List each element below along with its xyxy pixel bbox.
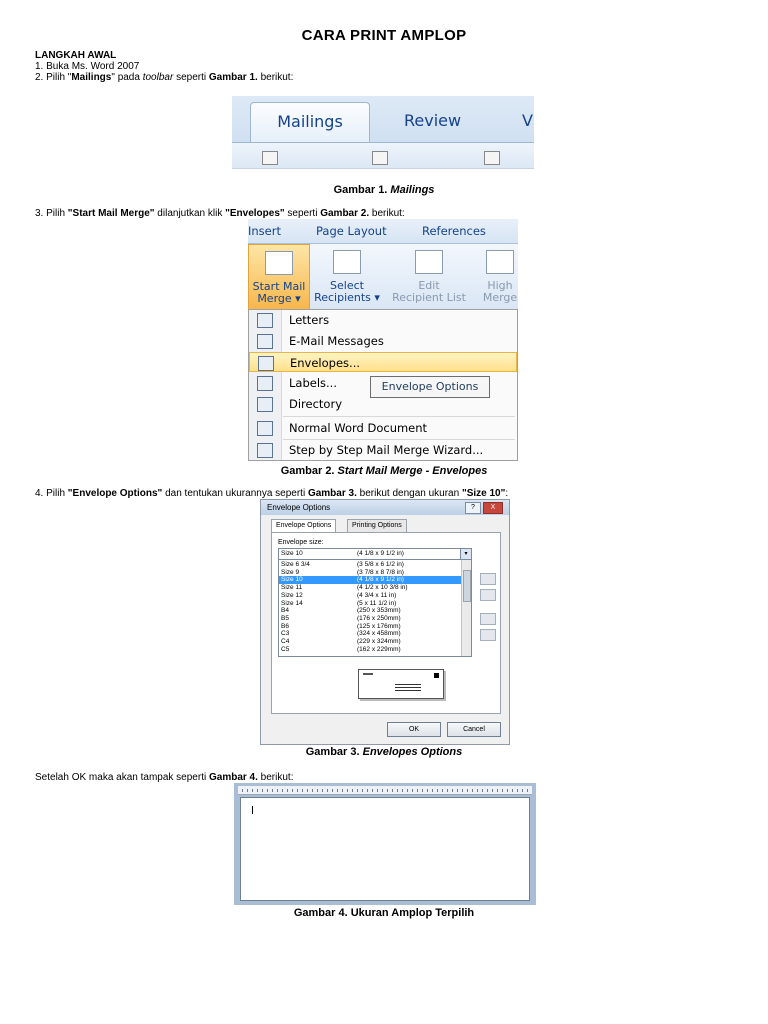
chevron-down-icon[interactable]: ▾ <box>460 549 471 559</box>
menu-item-normal-word-document[interactable]: Normal Word Document <box>249 418 517 438</box>
ribbon-tabs <box>248 219 518 243</box>
menu-item-labels[interactable]: Labels... <box>249 373 517 393</box>
references-tab[interactable]: References <box>422 224 486 238</box>
envelope-size-option[interactable]: Size 6 3/4 (3 5/8 x 6 1/2 in) <box>281 561 404 568</box>
menu-item-letters[interactable]: Letters <box>249 310 517 330</box>
dialog-titlebar <box>261 500 509 515</box>
envelope-options-panel <box>271 532 501 714</box>
envelope-size-option[interactable]: Size 9 (3 7/8 x 8 7/8 in) <box>281 568 404 576</box>
menu-item-directory[interactable]: Directory <box>249 394 517 414</box>
list-scrollbar[interactable] <box>461 560 471 656</box>
figure-2-start-mail-merge-screenshot <box>248 219 518 461</box>
envelope-page[interactable] <box>240 797 530 901</box>
after-ok-text: Setelah OK maka akan tampak seperti Gambar 4. berikut: <box>35 772 294 783</box>
envelope-size-option[interactable]: C5 (162 x 229mm) <box>281 645 401 653</box>
spinner[interactable] <box>480 573 496 585</box>
intro-block <box>35 50 293 83</box>
select-recipients-button[interactable]: Select Recipients ▾ <box>312 244 382 308</box>
intro-heading: LANGKAH AWAL <box>35 50 117 61</box>
menu-item-email-messages[interactable]: E-Mail Messages <box>249 331 517 351</box>
review-tab[interactable]: Review <box>404 111 462 130</box>
step-1-text: 1. Buka Ms. Word 2007 <box>35 61 140 72</box>
envelope-size-option[interactable]: C3 (324 x 458mm) <box>281 630 401 638</box>
text-cursor <box>252 806 253 814</box>
edit-list-icon <box>415 250 443 274</box>
recipients-icon <box>333 250 361 274</box>
envelope-size-select[interactable]: Size 10 (4 1/8 x 9 1/2 in) ▾ <box>278 548 472 560</box>
ribbon <box>232 142 534 169</box>
menu-item-envelopes[interactable]: Envelopes... <box>249 352 517 372</box>
envelope-size-label: Envelope size: <box>278 539 324 546</box>
step-2-text: 2. Pilih "Mailings" pada toolbar seperti Gambar 1. berikut: <box>35 72 294 83</box>
envelope-preview <box>358 669 444 699</box>
envelope-size-option[interactable]: B4 (250 x 353mm) <box>281 607 401 615</box>
envelope-icon <box>258 356 274 371</box>
ruler <box>238 786 532 795</box>
document-icon <box>262 151 278 165</box>
figure-2-caption: Gambar 2. Start Mail Merge - Envelopes <box>280 465 488 477</box>
figure-4-envelope-document <box>234 783 536 905</box>
ok-button[interactable]: OK <box>387 722 441 737</box>
page-title: CARA PRINT AMPLOP <box>301 27 467 44</box>
page-layout-tab[interactable]: Page Layout <box>316 224 387 238</box>
highlight-icon <box>486 250 514 274</box>
spinner[interactable] <box>480 613 496 625</box>
document-icon <box>372 151 388 165</box>
tab-envelope-options[interactable]: Envelope Options <box>271 519 336 532</box>
insert-tab[interactable]: Insert <box>248 224 281 238</box>
document-icon <box>484 151 500 165</box>
envelope-size-option[interactable]: Size 10 (4 1/8 x 9 1/2 in) <box>279 576 461 584</box>
menu-item-mail-merge-wizard[interactable]: Step by Step Mail Merge Wizard... <box>249 440 517 460</box>
ribbon <box>248 243 518 310</box>
figure-4-caption: Gambar 4. Ukuran Amplop Terpilih <box>293 907 475 919</box>
close-button[interactable]: X <box>483 502 503 514</box>
spinner[interactable] <box>480 629 496 641</box>
help-button[interactable]: ? <box>465 502 481 514</box>
wizard-icon <box>257 443 273 458</box>
directory-icon <box>257 397 273 412</box>
figure-1-mailings-screenshot <box>232 96 534 169</box>
word-document-icon <box>257 421 273 436</box>
envelope-size-list[interactable] <box>278 559 472 657</box>
mailings-tab[interactable]: Mailings <box>250 102 370 145</box>
envelope-options-tooltip: Envelope Options <box>370 376 490 398</box>
labels-icon <box>257 376 273 391</box>
start-mail-merge-button[interactable]: Start Mail Merge ▾ <box>248 244 310 310</box>
tab-printing-options[interactable]: Printing Options <box>347 519 407 532</box>
figure-1-caption: Gambar 1. Mailings <box>333 184 435 196</box>
step-3-text: 3. Pilih "Start Mail Merge" dilanjutkan klik "Envelopes" seperti Gambar 2. berikut: <box>35 208 405 219</box>
envelope-size-option[interactable]: B6 (125 x 176mm) <box>281 622 401 630</box>
envelope-size-option[interactable]: Size 12 (4 3/4 x 11 in) <box>281 591 397 599</box>
highlight-merge-fields-button[interactable]: High Merge <box>482 244 518 308</box>
dialog-title: Envelope Options <box>267 503 331 512</box>
spinner[interactable] <box>480 589 496 601</box>
mail-merge-icon <box>265 251 293 275</box>
figure-3-envelope-options-dialog <box>260 499 510 745</box>
envelope-size-option[interactable]: Size 14 (5 x 11 1/2 in) <box>281 599 397 607</box>
cancel-button[interactable]: Cancel <box>447 722 501 737</box>
envelope-size-option[interactable]: B5 (176 x 250mm) <box>281 614 401 622</box>
figure-3-caption: Gambar 3. Envelopes Options <box>305 746 463 758</box>
envelope-size-option[interactable]: Size 11 (4 1/2 x 10 3/8 in) <box>281 584 408 592</box>
step-4-text: 4. Pilih "Envelope Options" dan tentukan ukurannya seperti Gambar 3. berikut dengan ukuran "Size 10": <box>35 488 509 499</box>
view-tab-partial[interactable]: V <box>522 111 533 130</box>
edit-recipient-list-button[interactable]: Edit Recipient List <box>386 244 472 308</box>
email-icon <box>257 334 273 349</box>
envelope-size-option[interactable]: C4 (229 x 324mm) <box>281 638 401 645</box>
letter-icon <box>257 313 273 328</box>
